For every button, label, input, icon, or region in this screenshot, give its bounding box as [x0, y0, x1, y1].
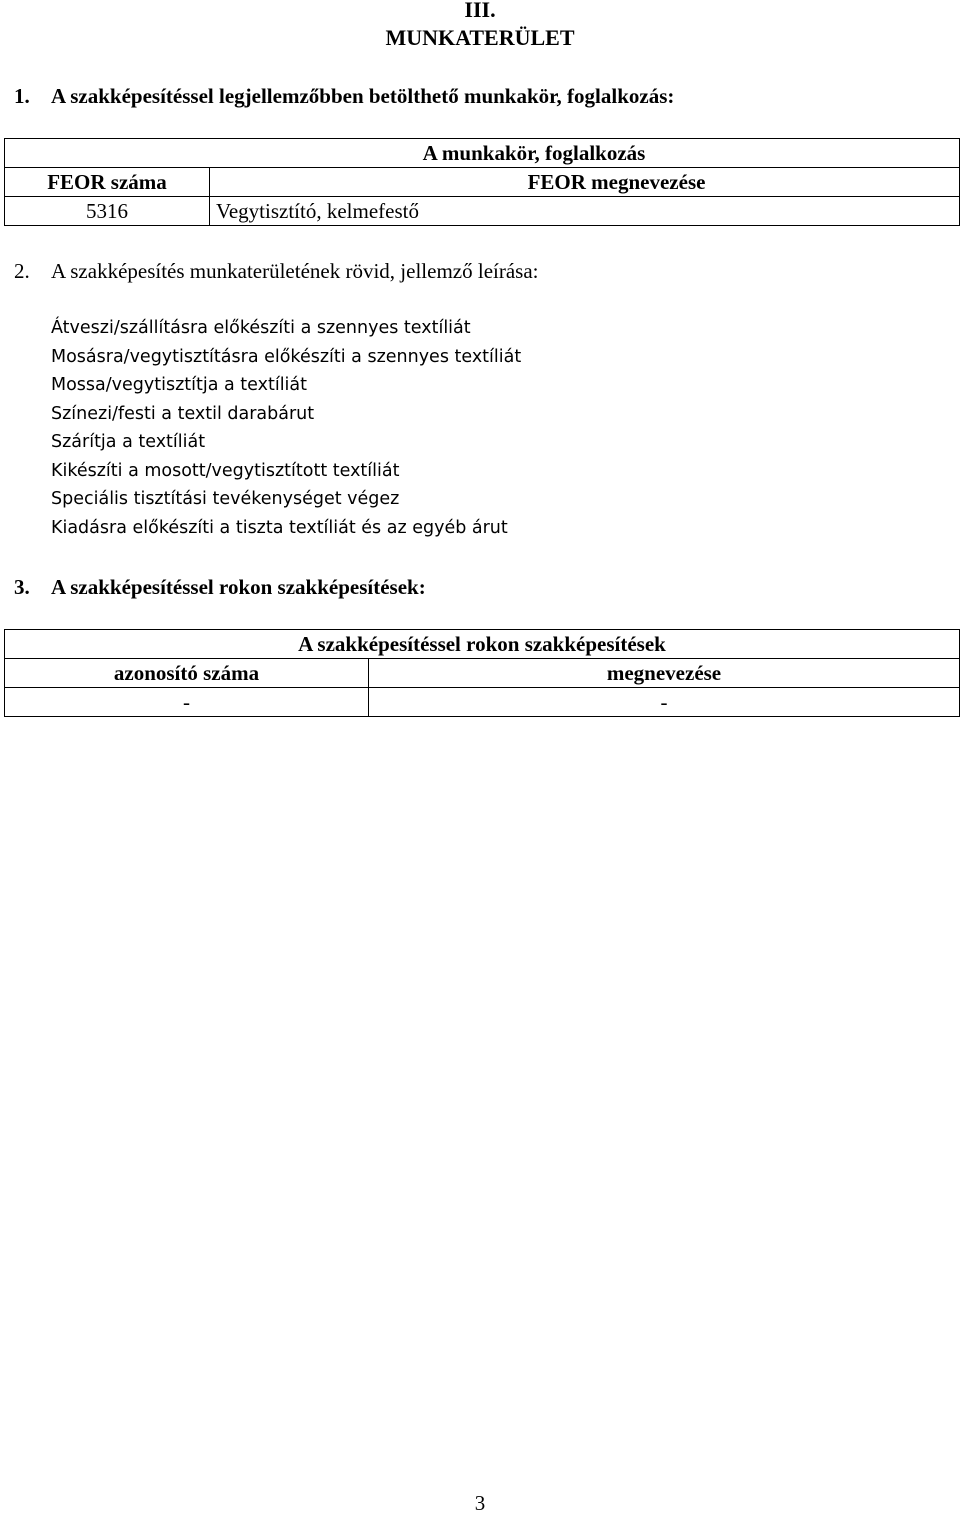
occupation-group-header: A munkakör, foglalkozás [5, 139, 960, 168]
qualification-id-header: azonosító száma [5, 659, 369, 688]
feor-code-cell: 5316 [5, 197, 210, 226]
table-group-header-row [5, 630, 960, 659]
section-3-heading-text: A szakképesítéssel rokon szakképesítések: [51, 575, 426, 599]
table-row [5, 197, 960, 226]
section-1-heading [14, 84, 674, 108]
description-item: Mosásra/vegytisztításra előkészíti a szennyes textíliát [51, 347, 522, 367]
description-item: Mossa/vegytisztítja a textíliát [51, 375, 308, 395]
section-2-heading [14, 259, 539, 283]
description-item: Kikészíti a mosott/vegytisztított textíliát [51, 461, 400, 481]
description-item: Szárítja a textíliát [51, 432, 206, 452]
related-group-header: A szakképesítéssel rokon szakképesítések [5, 630, 960, 659]
section-1-heading-text: A szakképesítéssel legjellemzőbben betölthető munkakör, foglalkozás: [51, 84, 675, 108]
qualification-name-header: megnevezése [369, 659, 960, 688]
related-qualifications-table [4, 629, 960, 717]
feor-name-cell: Vegytisztító, kelmefestő [210, 197, 960, 226]
qualification-name-cell: - [369, 688, 960, 717]
table-header-row [5, 659, 960, 688]
description-item: Átveszi/szállításra előkészíti a szennyes textíliát [51, 318, 471, 338]
section-roman-numeral: III. [464, 0, 496, 22]
feor-name-header: FEOR megnevezése [210, 168, 960, 197]
table-row [5, 688, 960, 717]
table-header-row [5, 168, 960, 197]
section-3-number: 3. [14, 575, 30, 599]
description-item: Speciális tisztítási tevékenységet végez [51, 489, 400, 509]
page-number: 3 [474, 1491, 486, 1515]
section-3-heading [14, 575, 426, 599]
qualification-id-cell: - [5, 688, 369, 717]
description-item: Kiadásra előkészíti a tiszta textíliát és az egyéb árut [51, 518, 508, 538]
feor-code-header: FEOR száma [5, 168, 210, 197]
occupation-table [4, 138, 960, 226]
table-group-header-row [5, 139, 960, 168]
section-1-number: 1. [14, 84, 30, 108]
description-item: Színezi/festi a textil darabárut [51, 404, 315, 424]
section-2-heading-text: A szakképesítés munkaterületének rövid, jellemző leírása: [51, 259, 539, 283]
page-title: MUNKATERÜLET [385, 25, 575, 50]
section-2-number: 2. [14, 259, 30, 283]
